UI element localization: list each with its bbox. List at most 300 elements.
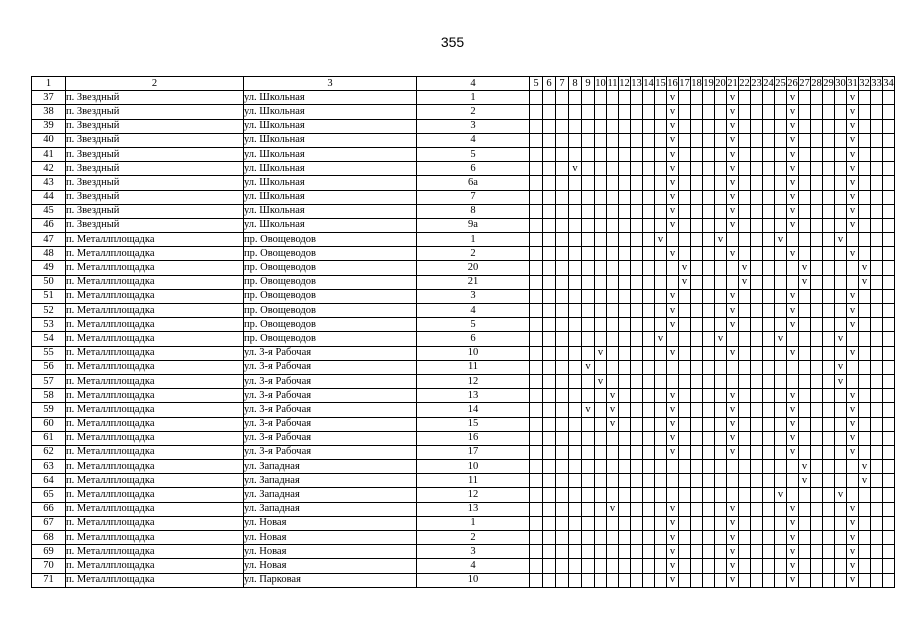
empty-cell [607, 218, 619, 232]
empty-cell [619, 318, 631, 332]
empty-cell [530, 516, 543, 530]
empty-cell [871, 474, 883, 488]
empty-cell [643, 147, 655, 161]
empty-cell [859, 218, 871, 232]
check-mark: v [727, 190, 739, 204]
empty-cell [582, 119, 595, 133]
empty-cell [775, 360, 787, 374]
empty-cell [595, 233, 607, 247]
empty-cell [655, 389, 667, 403]
empty-cell [643, 119, 655, 133]
empty-cell [667, 332, 679, 346]
empty-cell [835, 516, 847, 530]
empty-cell [727, 275, 739, 289]
empty-cell [691, 360, 703, 374]
empty-cell [595, 389, 607, 403]
empty-cell [751, 389, 763, 403]
check-mark: v [607, 417, 619, 431]
check-mark: v [799, 460, 811, 474]
empty-cell [715, 318, 727, 332]
empty-cell [763, 389, 775, 403]
empty-cell [607, 147, 619, 161]
empty-cell [643, 488, 655, 502]
column-header-9: 9 [582, 77, 595, 91]
street-cell: ул. Школьная [244, 91, 417, 105]
empty-cell [799, 91, 811, 105]
check-mark: v [727, 133, 739, 147]
empty-cell [823, 360, 835, 374]
empty-cell [715, 460, 727, 474]
empty-cell [543, 516, 556, 530]
empty-cell [859, 332, 871, 346]
house-number-cell: 13 [417, 502, 530, 516]
check-mark: v [787, 516, 799, 530]
empty-cell [691, 573, 703, 587]
empty-cell [679, 488, 691, 502]
empty-cell [799, 559, 811, 573]
empty-cell [811, 261, 823, 275]
street-cell: ул. Школьная [244, 133, 417, 147]
empty-cell [619, 247, 631, 261]
empty-cell [859, 176, 871, 190]
empty-cell [775, 346, 787, 360]
empty-cell [619, 389, 631, 403]
empty-cell [775, 417, 787, 431]
table-row [32, 289, 895, 303]
empty-cell [823, 304, 835, 318]
check-mark: v [667, 133, 679, 147]
empty-cell [543, 275, 556, 289]
empty-cell [775, 119, 787, 133]
empty-cell [595, 431, 607, 445]
table-row [32, 91, 895, 105]
empty-cell [835, 218, 847, 232]
empty-cell [859, 573, 871, 587]
table-row [32, 403, 895, 417]
empty-cell [595, 488, 607, 502]
empty-cell [811, 374, 823, 388]
empty-cell [530, 105, 543, 119]
table-row [32, 190, 895, 204]
row-number: 59 [32, 403, 66, 417]
empty-cell [763, 91, 775, 105]
empty-cell [543, 445, 556, 459]
check-mark: v [727, 559, 739, 573]
empty-cell [811, 247, 823, 261]
empty-cell [607, 474, 619, 488]
house-number-cell: 5 [417, 318, 530, 332]
check-mark: v [847, 289, 859, 303]
settlement-cell: п. Звездный [66, 204, 244, 218]
empty-cell [530, 275, 543, 289]
empty-cell [811, 176, 823, 190]
empty-cell [883, 346, 895, 360]
empty-cell [739, 502, 751, 516]
empty-cell [739, 162, 751, 176]
empty-cell [569, 573, 582, 587]
check-mark: v [727, 304, 739, 318]
street-cell: ул. Школьная [244, 190, 417, 204]
check-mark: v [667, 204, 679, 218]
empty-cell [763, 247, 775, 261]
empty-cell [691, 147, 703, 161]
empty-cell [703, 346, 715, 360]
empty-cell [607, 91, 619, 105]
empty-cell [703, 318, 715, 332]
empty-cell [679, 318, 691, 332]
empty-cell [775, 190, 787, 204]
empty-cell [631, 417, 643, 431]
empty-cell [582, 545, 595, 559]
empty-cell [569, 474, 582, 488]
check-mark: v [787, 162, 799, 176]
settlement-cell: п. Звездный [66, 119, 244, 133]
empty-cell [607, 545, 619, 559]
empty-cell [679, 119, 691, 133]
empty-cell [643, 516, 655, 530]
empty-cell [582, 162, 595, 176]
house-number-cell: 10 [417, 346, 530, 360]
street-cell: ул. 3-я Рабочая [244, 417, 417, 431]
empty-cell [556, 304, 569, 318]
empty-cell [556, 531, 569, 545]
table-row [32, 332, 895, 346]
empty-cell [703, 389, 715, 403]
empty-cell [595, 105, 607, 119]
house-number-cell: 5 [417, 147, 530, 161]
empty-cell [619, 346, 631, 360]
empty-cell [582, 147, 595, 161]
check-mark: v [727, 247, 739, 261]
empty-cell [835, 176, 847, 190]
street-cell: ул. Западная [244, 502, 417, 516]
empty-cell [859, 304, 871, 318]
empty-cell [751, 190, 763, 204]
empty-cell [799, 105, 811, 119]
empty-cell [691, 559, 703, 573]
empty-cell [835, 304, 847, 318]
empty-cell [871, 147, 883, 161]
empty-cell [703, 91, 715, 105]
empty-cell [543, 360, 556, 374]
empty-cell [691, 545, 703, 559]
empty-cell [871, 275, 883, 289]
empty-cell [643, 389, 655, 403]
empty-cell [569, 275, 582, 289]
empty-cell [883, 289, 895, 303]
empty-cell [691, 474, 703, 488]
empty-cell [751, 431, 763, 445]
row-number: 71 [32, 573, 66, 587]
empty-cell [530, 190, 543, 204]
empty-cell [543, 573, 556, 587]
house-number-cell: 1 [417, 91, 530, 105]
empty-cell [751, 233, 763, 247]
empty-cell [859, 247, 871, 261]
empty-cell [569, 247, 582, 261]
empty-cell [835, 190, 847, 204]
empty-cell [763, 275, 775, 289]
settlement-cell: п. Металлплощадка [66, 545, 244, 559]
empty-cell [823, 502, 835, 516]
street-cell: пр. Овощеводов [244, 275, 417, 289]
settlement-cell: п. Металлплощадка [66, 417, 244, 431]
empty-cell [530, 502, 543, 516]
empty-cell [543, 190, 556, 204]
empty-cell [883, 304, 895, 318]
empty-cell [811, 488, 823, 502]
street-cell: ул. Школьная [244, 218, 417, 232]
empty-cell [835, 261, 847, 275]
empty-cell [619, 417, 631, 431]
empty-cell [619, 147, 631, 161]
empty-cell [631, 289, 643, 303]
empty-cell [582, 488, 595, 502]
empty-cell [679, 445, 691, 459]
empty-cell [582, 190, 595, 204]
empty-cell [667, 360, 679, 374]
empty-cell [751, 474, 763, 488]
empty-cell [823, 531, 835, 545]
empty-cell [595, 318, 607, 332]
empty-cell [703, 445, 715, 459]
check-mark: v [727, 176, 739, 190]
empty-cell [569, 502, 582, 516]
settlement-cell: п. Звездный [66, 218, 244, 232]
empty-cell [703, 133, 715, 147]
empty-cell [556, 346, 569, 360]
column-header-30: 30 [835, 77, 847, 91]
settlement-cell: п. Металлплощадка [66, 318, 244, 332]
empty-cell [751, 119, 763, 133]
empty-cell [543, 162, 556, 176]
empty-cell [835, 119, 847, 133]
empty-cell [751, 417, 763, 431]
check-mark: v [847, 431, 859, 445]
empty-cell [569, 318, 582, 332]
empty-cell [883, 460, 895, 474]
empty-cell [811, 133, 823, 147]
empty-cell [569, 516, 582, 530]
empty-cell [763, 332, 775, 346]
empty-cell [619, 233, 631, 247]
check-mark: v [787, 133, 799, 147]
empty-cell [883, 389, 895, 403]
empty-cell [883, 176, 895, 190]
empty-cell [871, 318, 883, 332]
empty-cell [859, 374, 871, 388]
empty-cell [530, 531, 543, 545]
empty-cell [643, 247, 655, 261]
house-number-cell: 10 [417, 573, 530, 587]
empty-cell [871, 162, 883, 176]
empty-cell [823, 346, 835, 360]
empty-cell [619, 275, 631, 289]
empty-cell [703, 233, 715, 247]
empty-cell [691, 218, 703, 232]
empty-cell [569, 346, 582, 360]
house-number-cell: 3 [417, 119, 530, 133]
empty-cell [556, 162, 569, 176]
settlement-cell: п. Металлплощадка [66, 431, 244, 445]
check-mark: v [835, 374, 847, 388]
empty-cell [739, 559, 751, 573]
row-number: 38 [32, 105, 66, 119]
empty-cell [871, 445, 883, 459]
empty-cell [556, 374, 569, 388]
empty-cell [751, 275, 763, 289]
empty-cell [543, 105, 556, 119]
empty-cell [871, 573, 883, 587]
empty-cell [859, 233, 871, 247]
empty-cell [823, 318, 835, 332]
empty-cell [619, 573, 631, 587]
empty-cell [643, 204, 655, 218]
empty-cell [763, 460, 775, 474]
row-number: 47 [32, 233, 66, 247]
check-mark: v [787, 119, 799, 133]
empty-cell [595, 147, 607, 161]
empty-cell [530, 445, 543, 459]
empty-cell [751, 261, 763, 275]
empty-cell [569, 460, 582, 474]
empty-cell [811, 204, 823, 218]
empty-cell [595, 133, 607, 147]
street-cell: ул. Школьная [244, 176, 417, 190]
check-mark: v [847, 204, 859, 218]
empty-cell [595, 261, 607, 275]
empty-cell [631, 105, 643, 119]
street-cell: пр. Овощеводов [244, 304, 417, 318]
empty-cell [619, 105, 631, 119]
row-number: 66 [32, 502, 66, 516]
empty-cell [763, 346, 775, 360]
empty-cell [739, 105, 751, 119]
empty-cell [739, 218, 751, 232]
empty-cell [823, 474, 835, 488]
empty-cell [619, 360, 631, 374]
check-mark: v [787, 389, 799, 403]
empty-cell [871, 204, 883, 218]
empty-cell [595, 502, 607, 516]
empty-cell [763, 204, 775, 218]
empty-cell [835, 91, 847, 105]
empty-cell [595, 403, 607, 417]
settlement-cell: п. Металлплощадка [66, 247, 244, 261]
empty-cell [530, 460, 543, 474]
check-mark: v [787, 318, 799, 332]
settlement-cell: п. Металлплощадка [66, 360, 244, 374]
empty-cell [811, 502, 823, 516]
empty-cell [655, 261, 667, 275]
empty-cell [775, 374, 787, 388]
empty-cell [787, 261, 799, 275]
empty-cell [883, 488, 895, 502]
empty-cell [871, 346, 883, 360]
check-mark: v [847, 545, 859, 559]
empty-cell [543, 374, 556, 388]
empty-cell [631, 374, 643, 388]
empty-cell [691, 91, 703, 105]
column-header-1: 1 [32, 77, 66, 91]
settlement-cell: п. Звездный [66, 162, 244, 176]
check-mark: v [739, 261, 751, 275]
empty-cell [530, 417, 543, 431]
settlement-cell: п. Металлплощадка [66, 403, 244, 417]
check-mark: v [679, 275, 691, 289]
empty-cell [607, 374, 619, 388]
empty-cell [582, 431, 595, 445]
empty-cell [631, 460, 643, 474]
house-number-cell: 13 [417, 389, 530, 403]
empty-cell [871, 502, 883, 516]
table-row [32, 460, 895, 474]
house-number-cell: 17 [417, 445, 530, 459]
column-header-21: 21 [727, 77, 739, 91]
empty-cell [823, 460, 835, 474]
empty-cell [679, 218, 691, 232]
empty-cell [751, 573, 763, 587]
empty-cell [582, 573, 595, 587]
street-cell: пр. Овощеводов [244, 318, 417, 332]
empty-cell [883, 474, 895, 488]
empty-cell [595, 360, 607, 374]
check-mark: v [835, 360, 847, 374]
empty-cell [619, 261, 631, 275]
empty-cell [823, 204, 835, 218]
empty-cell [835, 275, 847, 289]
table-body [32, 91, 895, 588]
check-mark: v [847, 417, 859, 431]
empty-cell [543, 289, 556, 303]
house-number-cell: 15 [417, 417, 530, 431]
house-number-cell: 7 [417, 190, 530, 204]
empty-cell [823, 403, 835, 417]
empty-cell [739, 147, 751, 161]
empty-cell [847, 460, 859, 474]
empty-cell [799, 318, 811, 332]
settlement-cell: п. Металлплощадка [66, 332, 244, 346]
empty-cell [871, 374, 883, 388]
empty-cell [847, 261, 859, 275]
empty-cell [763, 133, 775, 147]
check-mark: v [835, 332, 847, 346]
empty-cell [703, 289, 715, 303]
empty-cell [595, 218, 607, 232]
empty-cell [691, 417, 703, 431]
empty-cell [775, 204, 787, 218]
street-cell: пр. Овощеводов [244, 233, 417, 247]
empty-cell [823, 559, 835, 573]
empty-cell [543, 417, 556, 431]
check-mark: v [727, 91, 739, 105]
column-header-4: 4 [417, 77, 530, 91]
empty-cell [631, 346, 643, 360]
empty-cell [607, 445, 619, 459]
empty-cell [691, 516, 703, 530]
check-mark: v [667, 431, 679, 445]
empty-cell [679, 516, 691, 530]
empty-cell [643, 332, 655, 346]
empty-cell [655, 105, 667, 119]
empty-cell [763, 105, 775, 119]
empty-cell [811, 559, 823, 573]
empty-cell [703, 162, 715, 176]
empty-cell [859, 445, 871, 459]
empty-cell [859, 346, 871, 360]
empty-cell [871, 531, 883, 545]
table-row [32, 147, 895, 161]
